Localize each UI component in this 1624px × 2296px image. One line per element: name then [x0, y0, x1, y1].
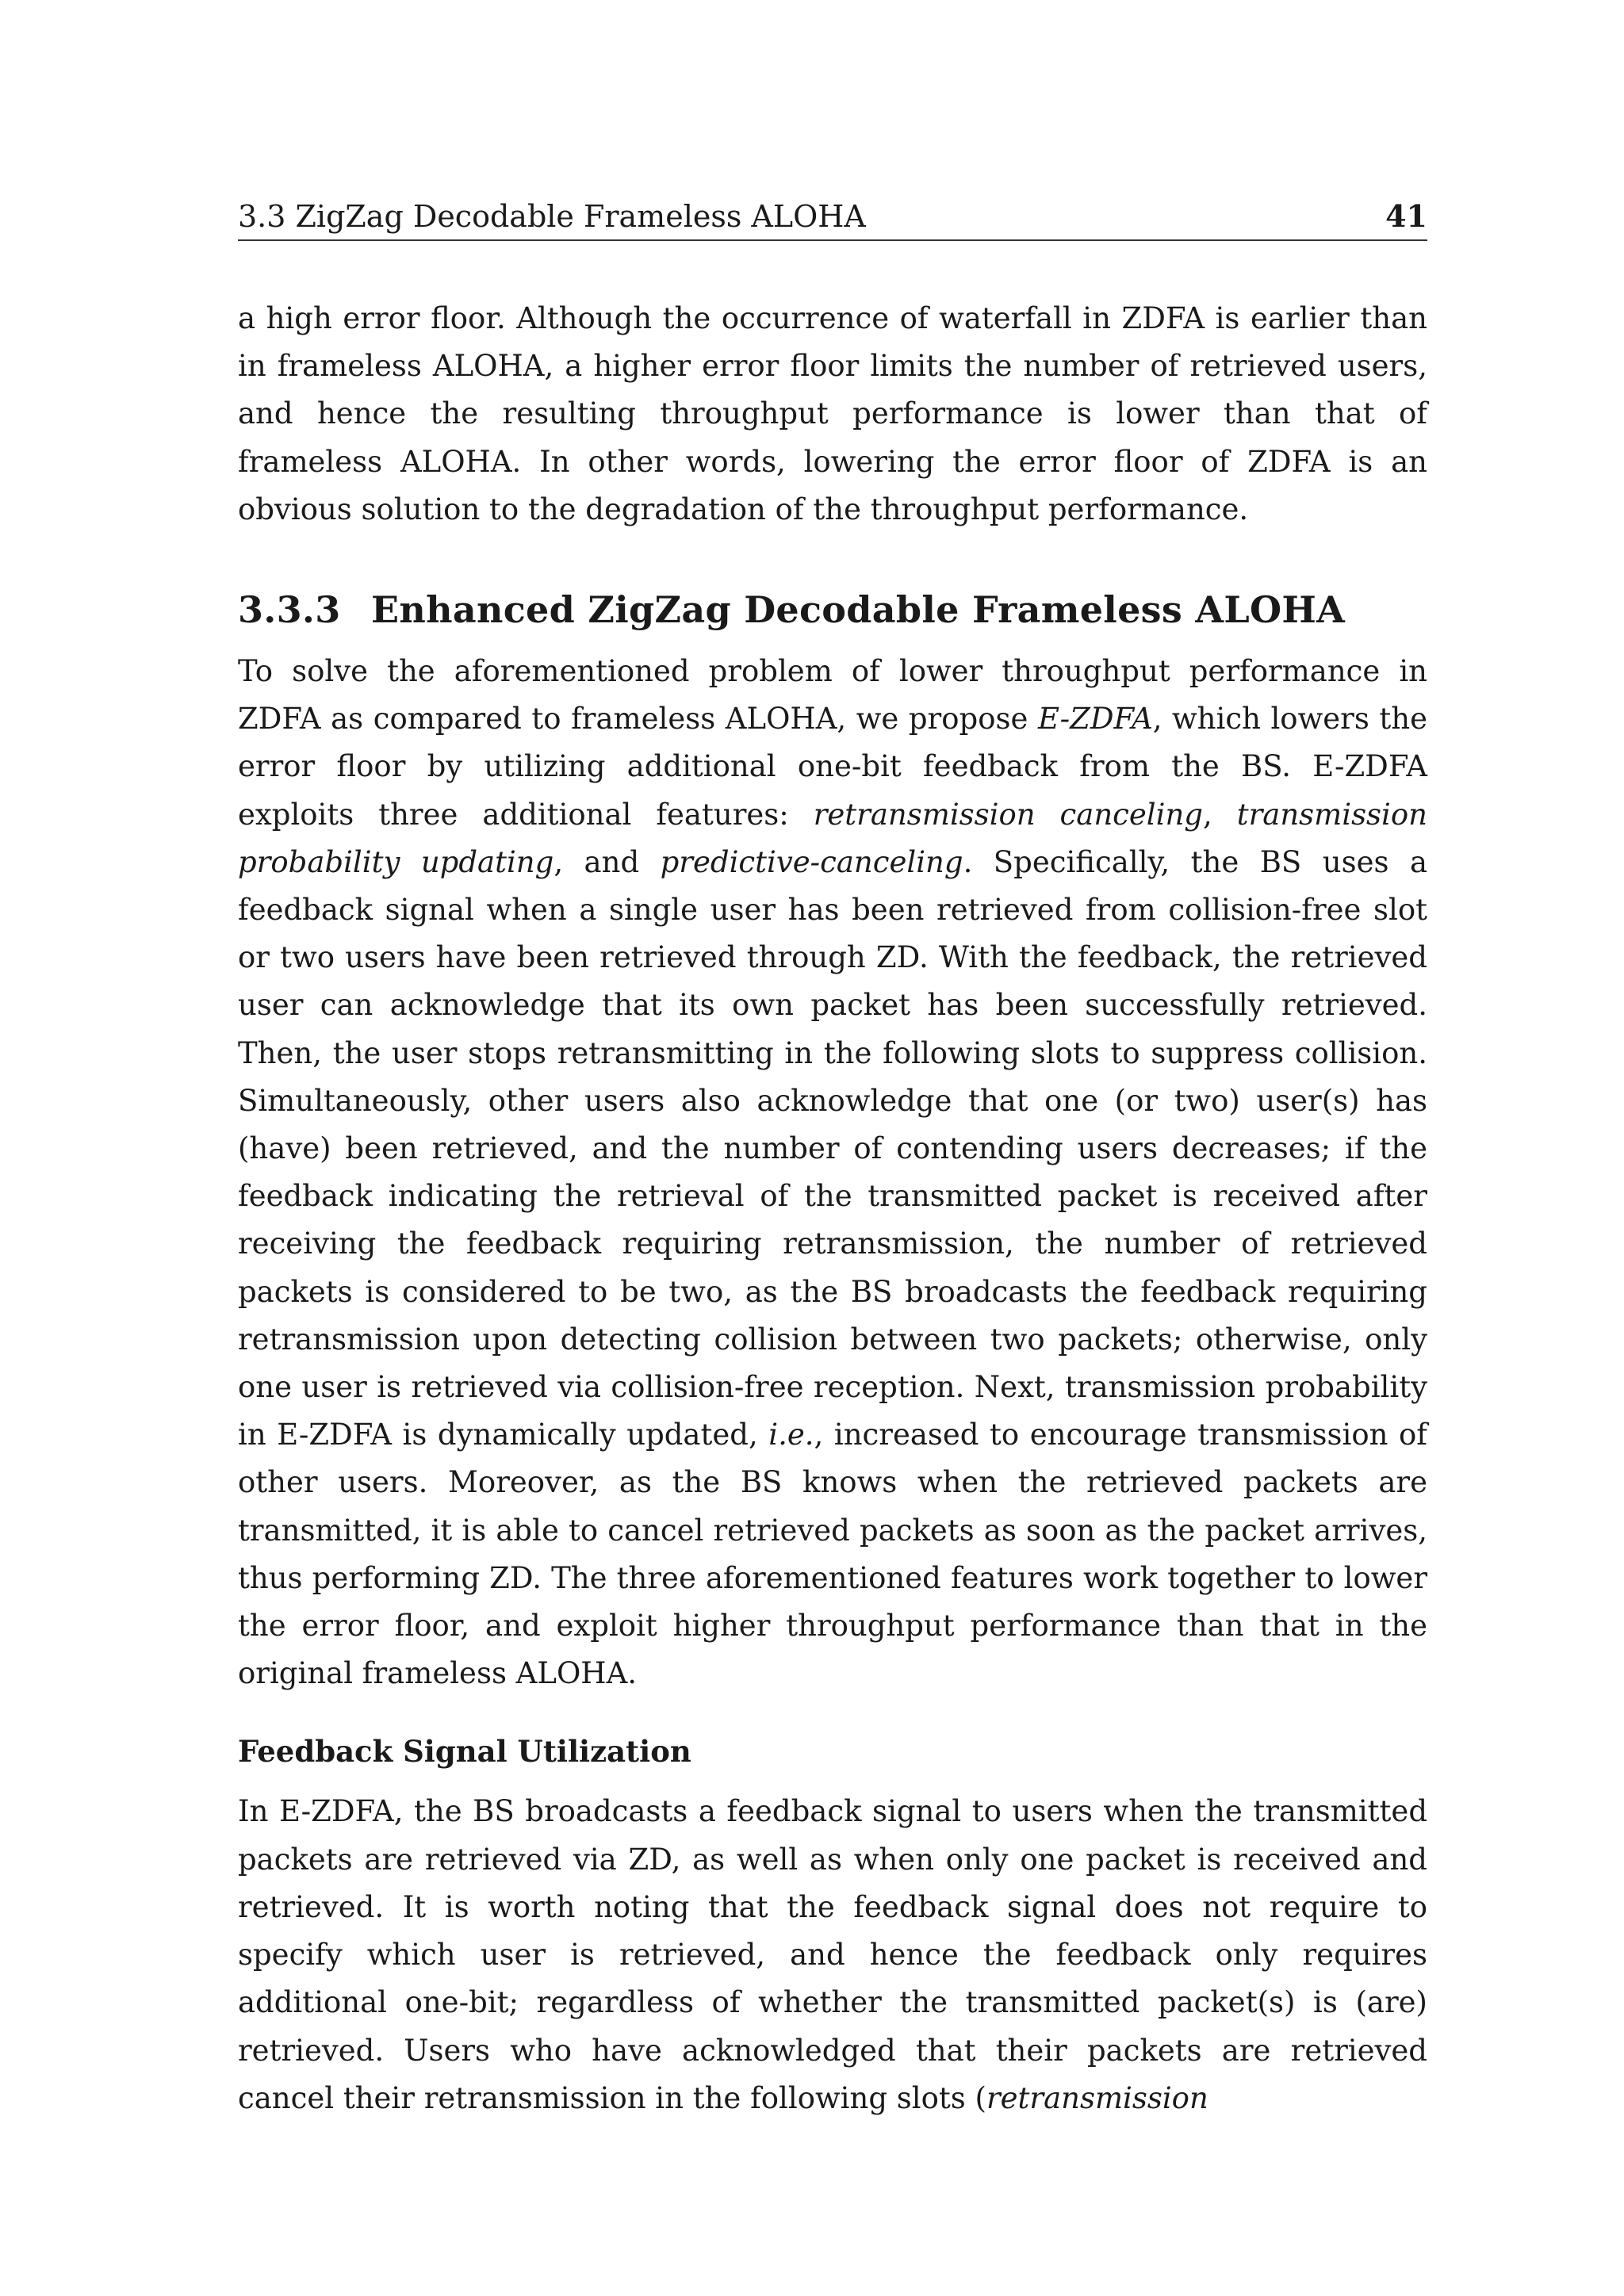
section-heading: [238, 586, 1427, 633]
page-number: 41: [1385, 198, 1427, 234]
text-run: . Specifically, the BS uses a feedback signal when a single user has been retrieved from collision-free slot or two users have been retrieved through ZD. With the feedback, the retrieved user can acknowledge that its own packet has been successfully retrieved. Then, the user stops retransmitting in the following slots to suppress collision. Simultaneously, other users also acknowledge that one (or two) user(s) has (have) been retrieved, and the number of contending users decreases; if the feedback indicating the retrieval of the transmitted packet is received after receiving the feedback requiring retransmission, the number of retrieved packets is considered to be two, as the BS broadcasts the feedback requiring retransmission upon detecting collision between two packets; otherwise, only one user is retrieved via collision-free reception. Next, transmission probability in E-ZDFA is dynamically updated,: [238, 844, 1427, 1452]
subsection-paragraph: [238, 1788, 1427, 2122]
section-title: Enhanced ZigZag Decodable Frameless ALOHA: [371, 588, 1346, 632]
text-run: , and: [553, 844, 661, 879]
section-number: 3.3.3: [238, 588, 341, 632]
text-run: , which lowers the error floor by utilizing additional one-bit feedback from the BS. E-ZDFA exploits three additional features:: [238, 702, 1427, 832]
term-ezdfa: E-ZDFA: [1037, 702, 1153, 737]
term-retransmission-canceling: retransmission canceling: [813, 797, 1203, 832]
text-run: , increased to encourage transmission of other users. Moreover, as the BS knows when the retrieved packets are transmitted, it is able to cancel retrieved packets as soon as the packet arrives, thus performing ZD. The three aforementioned features work together to lower the error floor, and exploit higher throughput performance than that in the original frameless ALOHA.: [238, 1418, 1427, 1691]
page-content: [238, 295, 1427, 2122]
term-predictive-canceling: predictive-canceling: [660, 844, 963, 879]
text-run: In E-ZDFA, the BS broadcasts a feedback signal to users when the transmitted packets are retrieved via ZD, as well as when only one packet is received and retrieved. It is worth noting that the feedback signal does not require to specify which user is retrieved, and hence the feedback only requires additional one-bit; regardless of whether the transmitted packet(s) is (are) retrieved. Users who have acknowledged that their packets are retrieved cancel their retransmission in the following slots (: [238, 1794, 1427, 2115]
term-transmission-probability-updating: transmission probability updating: [238, 797, 1427, 879]
text-run: To solve the aforementioned problem of lower throughput performance in ZDFA as compared to frameless ALOHA, we propose: [238, 654, 1427, 737]
term-retransmission: retransmission: [986, 2080, 1208, 2115]
intro-paragraph: a high error floor. Although the occurrence of waterfall in ZDFA is earlier than in frameless ALOHA, a higher error floor limits the number of retrieved users, and hence the resulting throughput performance is lower than that of frameless ALOHA. In other words, lowering the error floor of ZDFA is an obvious solution to the degradation of the throughput performance.: [238, 301, 1427, 526]
section-paragraph: [238, 648, 1427, 1697]
running-header: [238, 196, 1427, 241]
subsection-heading: Feedback Signal Utilization: [238, 1734, 691, 1770]
running-header-title: 3.3 ZigZag Decodable Frameless ALOHA: [238, 199, 866, 234]
text-run: ,: [1202, 797, 1237, 832]
term-ie: i.e.: [768, 1418, 814, 1452]
